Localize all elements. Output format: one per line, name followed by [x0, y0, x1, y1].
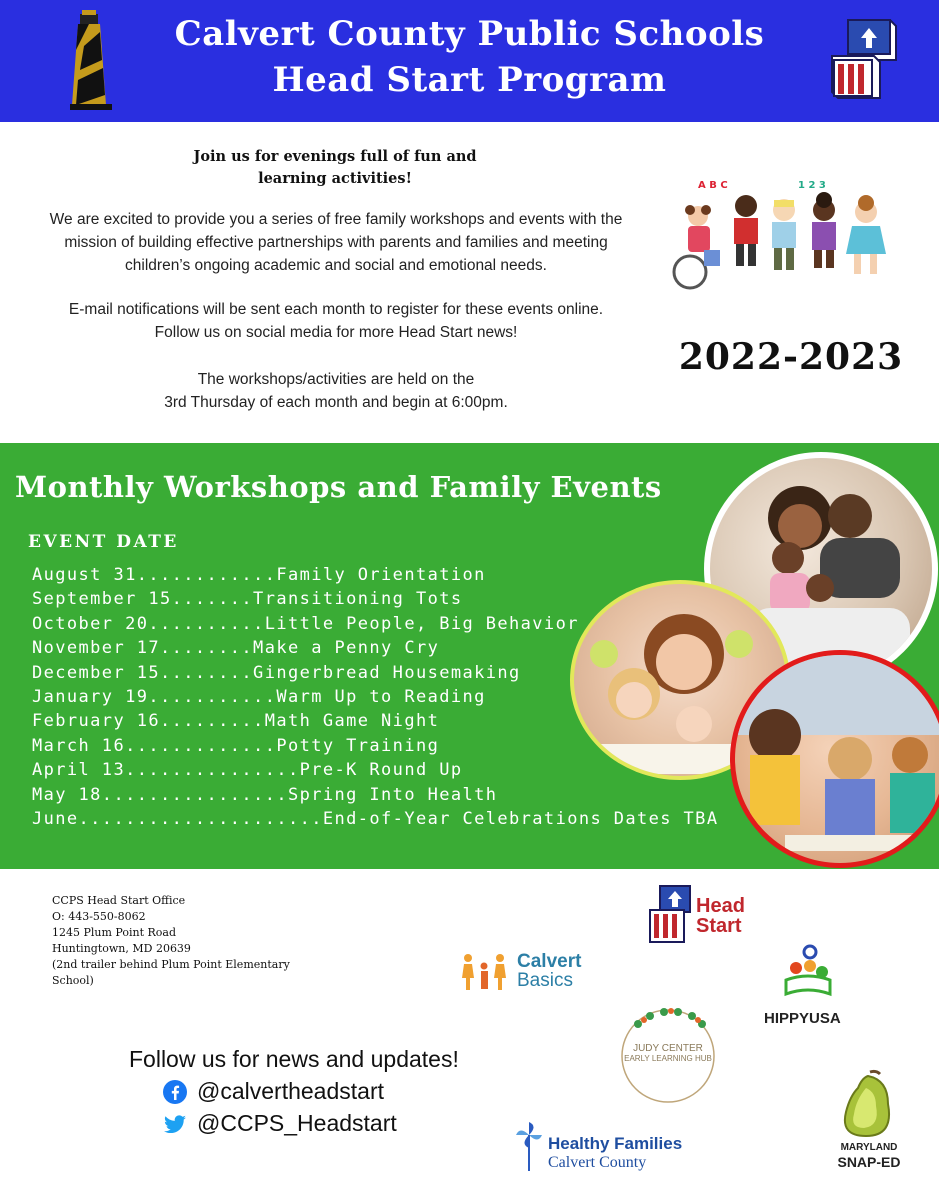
- event-row: September 15.......Transitioning Tots: [32, 589, 463, 610]
- head-start-block-icon: [828, 16, 898, 100]
- intro-heading: Join us for evenings full of fun and learning activities!: [193, 148, 477, 187]
- head-start-logo-text: Head Start: [696, 895, 745, 937]
- page-title-line1: Calvert County Public Schools: [174, 14, 765, 54]
- event-date-header: EVENT DATE: [28, 532, 179, 552]
- hippy-usa-logo-text: HIPPYUSA: [764, 1010, 841, 1027]
- hippy-usa-logo-icon: [782, 944, 834, 1000]
- intro-paragraph-mission: We are excited to provide you a series of free family workshops and events with the mission of building effective partnerships with parents and families and meeting children’s ongoing academic and social and emotional needs.: [49, 211, 623, 274]
- event-row: June.....................End-of-Year Celebrations Dates TBA: [32, 808, 719, 829]
- event-row: February 16.........Math Game Night: [32, 711, 440, 732]
- event-row: December 15........Gingerbread Housemaking: [32, 662, 521, 683]
- 123-numbers: 1 2 3: [798, 180, 826, 191]
- event-row: October 20..........Little People, Big Behavior: [32, 613, 579, 634]
- event-row: March 16.............Potty Training: [32, 735, 440, 756]
- calvert-basics-family-icon: [460, 952, 515, 992]
- healthy-families-logo-text: Healthy Families: [548, 1134, 683, 1153]
- event-row: April 13...............Pre-K Round Up: [32, 760, 463, 781]
- event-row: January 19...........Warm Up to Reading: [32, 686, 486, 707]
- maryland-text: MARYLAND: [840, 1142, 898, 1153]
- abc-letters: A B C: [698, 180, 728, 191]
- facebook-icon: [163, 1080, 187, 1104]
- snap-ed-text: SNAP-ED: [837, 1154, 901, 1170]
- follow-us-text: Follow us for news and updates!: [129, 1046, 459, 1072]
- header-banner: [0, 0, 939, 122]
- facebook-handle[interactable]: @calvertheadstart: [197, 1078, 384, 1104]
- page-title-line2: Head Start Program: [272, 60, 667, 100]
- healthy-families-county-text: Calvert County: [548, 1154, 647, 1171]
- intro-paragraph-notifications: E-mail notifications will be sent each month to register for these events online. Follow us on social media for more Head Start news!: [68, 301, 604, 341]
- calvert-basics-logo-text: Calvert Basics: [517, 951, 582, 991]
- office-contact: CCPS Head Start Office O: 443-550-8062 1245 Plum Point Road Huntingtown, MD 20639 (2nd trailer behind Plum Point Elementary School): [52, 894, 290, 987]
- school-year: 2022-2023: [678, 336, 904, 378]
- facebook-link[interactable]: [163, 1078, 384, 1105]
- judy-center-logo-text: JUDY CENTER EARLY LEARNING HUB: [624, 1043, 712, 1063]
- twitter-link[interactable]: [163, 1110, 397, 1137]
- pinwheel-icon: [514, 1120, 544, 1172]
- event-row: August 31............Family Orientation: [32, 565, 486, 585]
- twitter-handle[interactable]: @CCPS_Headstart: [197, 1110, 397, 1136]
- children-reading-photo: [730, 650, 939, 868]
- intro-paragraph-schedule: The workshops/activities are held on the 3rd Thursday of each month and begin at 6:00pm.: [164, 371, 508, 411]
- pear-logo-icon: [836, 1068, 898, 1140]
- events-section-title: Monthly Workshops and Family Events: [15, 470, 662, 504]
- children-illustration-icon: [668, 172, 893, 297]
- event-row: May 18................Spring Into Health: [32, 784, 498, 805]
- twitter-icon: [163, 1112, 187, 1136]
- event-row: November 17........Make a Penny Cry: [32, 638, 440, 659]
- reading-photo-icon: [735, 655, 939, 868]
